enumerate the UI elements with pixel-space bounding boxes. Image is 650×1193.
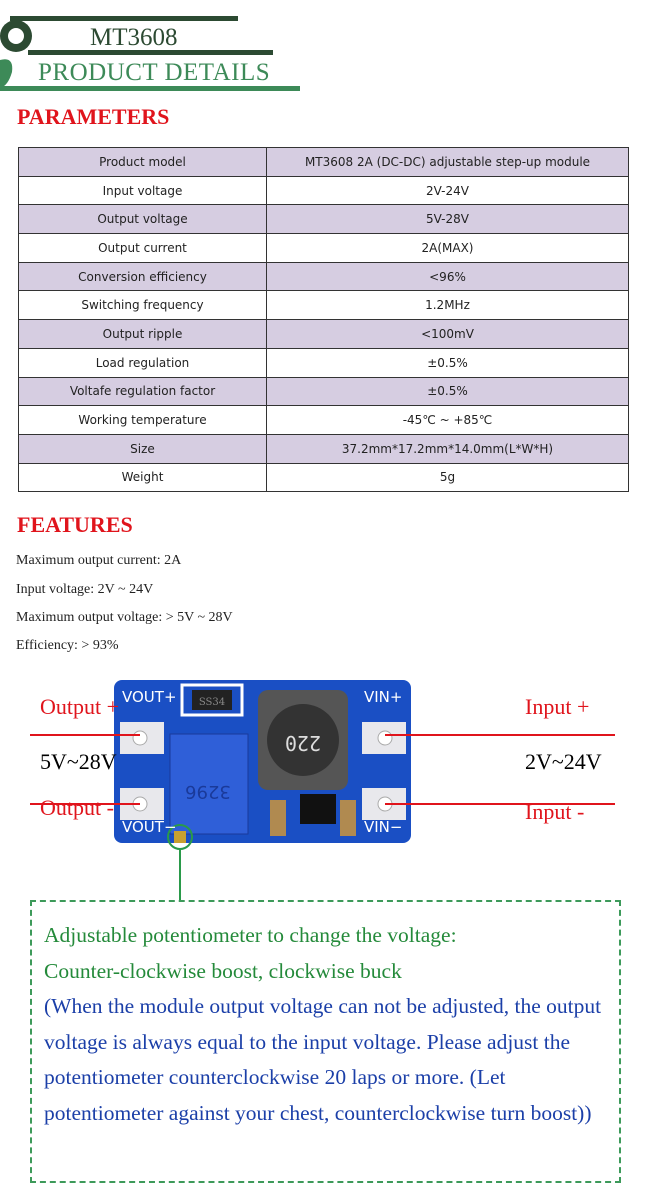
vout-plus-label: VOUT+: [122, 688, 177, 706]
table-row: [19, 148, 629, 177]
param-name: Weight: [19, 463, 267, 492]
feature-item: Efficiency: > 93%: [16, 638, 119, 653]
parameters-heading: PARAMETERS: [17, 104, 170, 129]
feature-item: Maximum output voltage: > 5V ~ 28V: [16, 610, 233, 625]
note-line-1: Adjustable potentiometer to change the voltage:: [44, 923, 457, 947]
table-row: [19, 377, 629, 406]
diode-label: SS34: [198, 697, 226, 708]
potentiometer-note: [30, 900, 621, 1183]
param-name: Load regulation: [19, 348, 267, 377]
table-row: [19, 205, 629, 234]
note-line-2: Counter-clockwise boost, clockwise buck: [44, 958, 402, 983]
param-name: Product model: [19, 148, 267, 177]
param-name: Switching frequency: [19, 291, 267, 320]
input-minus-label: Input -: [525, 799, 585, 824]
inductor-label: 220: [284, 731, 322, 755]
param-value: MT3608 2A (DC-DC) adjustable step-up module: [267, 148, 629, 177]
feature-item: Maximum output current: 2A: [16, 553, 182, 568]
product-subtitle: PRODUCT DETAILS: [38, 59, 271, 86]
output-plus-label: Output +: [40, 694, 120, 719]
param-value: -45℃ ~ +85℃: [267, 406, 629, 435]
table-row: [19, 176, 629, 205]
output-range-label: 5V~28V: [40, 749, 117, 774]
table-row: [19, 262, 629, 291]
note-body: (When the module output voltage can not be adjusted, the output voltage is always equal to the input voltage. Please adjust the potentiometer counterclockwise 20 laps or more. (Let potentiometer against your chest, counterclockwise turn boost)): [44, 994, 602, 1125]
param-value: <100mV: [267, 320, 629, 349]
vin-plus-label: VIN+: [364, 688, 403, 706]
table-row: [19, 434, 629, 463]
input-range-label: 2V~24V: [525, 749, 602, 774]
param-value: 5V-28V: [267, 205, 629, 234]
param-name: Voltafe regulation factor: [19, 377, 267, 406]
output-minus-label: Output -: [40, 795, 114, 820]
param-name: Size: [19, 434, 267, 463]
table-row: [19, 234, 629, 263]
input-plus-label: Input +: [525, 694, 590, 719]
param-value: ±0.5%: [267, 348, 629, 377]
parameters-table: [18, 147, 629, 492]
param-value: 5g: [267, 463, 629, 492]
vout-minus-label: VOUT−: [122, 818, 177, 836]
param-value: 2A(MAX): [267, 234, 629, 263]
vin-minus-label: VIN−: [364, 818, 403, 836]
param-value: ±0.5%: [267, 377, 629, 406]
pot-label: 3296: [185, 781, 231, 802]
param-name: Working temperature: [19, 406, 267, 435]
param-value: 1.2MHz: [267, 291, 629, 320]
param-value: 37.2mm*17.2mm*14.0mm(L*W*H): [267, 434, 629, 463]
param-name: Output current: [19, 234, 267, 263]
features-heading: FEATURES: [17, 512, 133, 537]
param-value: 2V-24V: [267, 176, 629, 205]
param-value: <96%: [267, 262, 629, 291]
table-row: [19, 320, 629, 349]
param-name: Conversion efficiency: [19, 262, 267, 291]
param-name: Output voltage: [19, 205, 267, 234]
table-row: [19, 463, 629, 492]
table-row: [19, 291, 629, 320]
table-row: [19, 348, 629, 377]
feature-item: Input voltage: 2V ~ 24V: [16, 582, 154, 597]
product-title: MT3608: [90, 24, 178, 51]
table-row: [19, 406, 629, 435]
param-name: Input voltage: [19, 176, 267, 205]
param-name: Output ripple: [19, 320, 267, 349]
